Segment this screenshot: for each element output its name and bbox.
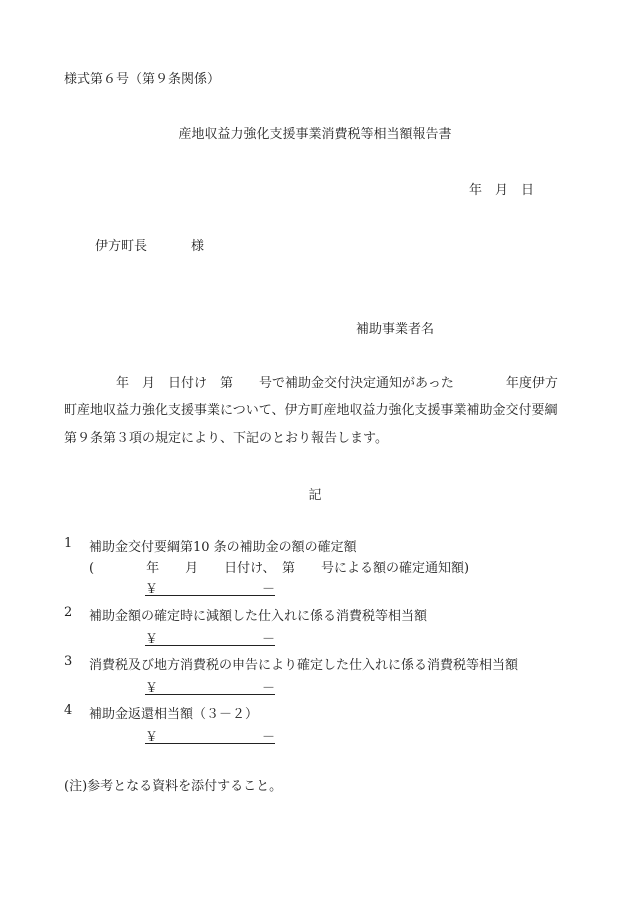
document-title: 産地収益力強化支援事業消費税等相当額報告書 [178, 127, 452, 142]
applicant-label: 補助事業者名 [356, 322, 435, 337]
item-4-number: 4 [64, 703, 73, 718]
ki-heading: 記 [308, 488, 322, 503]
addressee-honorific: 様 [191, 239, 205, 254]
addressee-name: 伊方町長 [95, 239, 148, 254]
item-3-label: 消費税及び地方消費税の申告により確定した仕入れに係る消費税等相当額 [89, 658, 519, 673]
item-3-amount-field [145, 677, 275, 695]
item-1-amount-field [145, 578, 275, 596]
item-3-dash: － [261, 681, 275, 696]
item-4-dash: － [261, 730, 275, 745]
item-2-dash: － [261, 632, 275, 647]
item-1-yen: ￥ [145, 582, 159, 597]
item-2-yen: ￥ [145, 632, 159, 647]
body-line-2: 町産地収益力強化支援事業について、伊方町産地収益力強化支援事業補助金交付要綱 [64, 403, 558, 418]
item-1-dash: － [261, 582, 275, 597]
attachment-note: (注)参考となる資料を添付すること。 [64, 779, 283, 794]
item-4-amount-field [145, 726, 275, 744]
item-1-label: 補助金交付要綱第10 条の補助金の額の確定額 [89, 540, 357, 555]
body-line-3: 第９条第３項の規定により、下記のとおり報告します。 [64, 431, 388, 446]
body-line-1-text: 年 月 日付け 第 号で補助金交付決定通知があった 年度伊方 [116, 376, 558, 391]
item-2-number: 2 [64, 605, 73, 620]
form-number: 様式第６号（第９条関係） [64, 72, 221, 87]
addressee [95, 235, 204, 254]
item-4-yen: ￥ [145, 730, 159, 745]
item-1-number: 1 [64, 536, 73, 551]
body-line-1 [64, 372, 574, 391]
item-3-yen: ￥ [145, 681, 159, 696]
item-1-sub-note: ( 年 月 日付け、 第 号による額の確定通知額) [89, 561, 470, 576]
item-2-label: 補助金額の確定時に減額した仕入れに係る消費税等相当額 [89, 609, 428, 624]
item-2-amount-field [145, 628, 275, 646]
date-field: 年 月 日 [469, 183, 535, 198]
item-3-number: 3 [64, 654, 73, 669]
item-4-label: 補助金返還相当額（３－２） [89, 707, 259, 722]
